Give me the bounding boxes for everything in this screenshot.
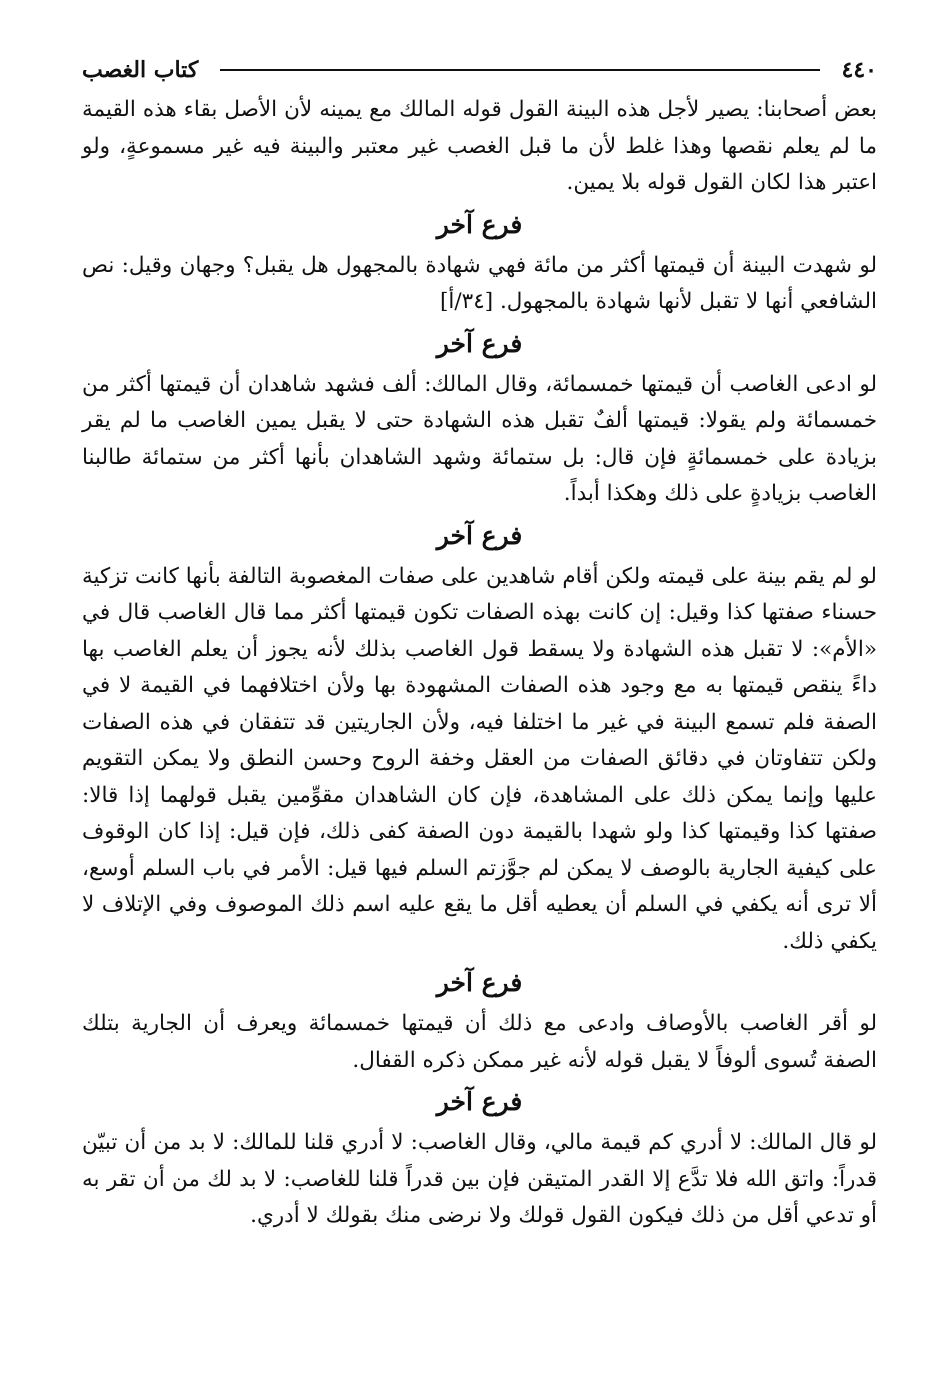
- header-rule: [220, 69, 819, 71]
- intro-paragraph: بعض أصحابنا: يصير لأجل هذه البينة القول قوله المالك مع يمينه لأن الأصل بقاء هذه القيمة ما لم يعلم نقصها وهذا غلط لأن ما قبل الغصب غير معتبر والبينة فيه غير مسموعةٍ، ولو اعتبر هذا لكان القول قوله بلا يمين.: [82, 97, 877, 195]
- section-heading: فرع آخر: [436, 209, 523, 239]
- book-title: كتاب الغصب: [82, 57, 199, 83]
- section-heading: فرع آخر: [436, 1087, 523, 1116]
- section-heading: فرع آخر: [436, 968, 523, 997]
- section-paragraph: لو قال المالك: لا أدري كم قيمة مالي، وقال الغاصب: لا أدري قلنا للمالك: لا بد من أن تبيّن قدراً: واتق الله فلا تدَّع إلا القدر المتيقن فإن بين قدراً قلنا للغاصب: لا بد لك من أن تقر به أو تدعي أقل من ذلك فيكون القول قولك ولا نرضى منك بقولك لا أدري.: [82, 1130, 877, 1228]
- section-paragraph: لو ادعى الغاصب أن قيمتها خمسمائة، وقال المالك: ألف فشهد شاهدان أن قيمتها أكثر من خمسمائة ولم يقولا: قيمتها ألفٌ تقبل هذه الشهادة حتى لا يقبل يمين الغاصب ما لم يقر بزيادة على خمسمائةٍ فإن قال: بل ستمائة وشهد الشاهدان بأنها أكثر من ستمائة طالبنا الغاصب بزيادةٍ على ذلك وهكذا أبداً.: [82, 371, 877, 506]
- page-number: ٤٤٠: [841, 57, 877, 83]
- section-heading: فرع آخر: [436, 520, 523, 550]
- section-heading: فرع آخر: [436, 328, 523, 358]
- section-paragraph: لو شهدت البينة أن قيمتها أكثر من مائة فهي شهادة بالمجهول هل يقبل؟ وجهان وقيل: نص الشافعي أنها لا تقبل لأنها شهادة بالمجهول. [٣٤/أ]: [82, 252, 877, 314]
- section-paragraph: لو لم يقم بينة على قيمته ولكن أقام شاهدين على صفات المغصوبة التالفة بأنها كانت تزكية حسناء صفتها كذا وقيل: إن كانت بهذه الصفات تكون قيمتها أكثر مما قال الغاصب قال في «الأم»: لا تقبل هذه الشهادة ولا يسقط قول الغاصب بذلك لأنه يجوز أن يعلم الغاصب بها داءً ينقص قيمتها به مع وجود هذه الصفات المشهودة بها ولأن اختلافهما في القيمة لا في الصفة فلم تسمع البينة في غير ما اختلفا فيه، ولأن الجاريتين قد تتفقان في هذه الصفات ولكن تتفاوتان في دقائق الصفات من العقل وخفة الروح وحسن النطق ولا يمكن التقويم عليها وإنما يمكن ذلك على المشاهدة، فإن كان الشاهدان مقوِّمين يقبل قولهما إذا قالا: صفتها كذا وقيمتها كذا ولو شهدا بالقيمة دون الصفة كفى ذلك، فإن قيل: إذا كان الوقوف على كيفية الجارية بالوصف لا يمكن لم جوَّزتم السلم فيها قيل: الأمر في باب السلم أوسع، ألا ترى أنه يكفي في السلم أن يعطيه أقل ما يقع عليه اسم ذلك الموصوف وفي الإتلاف لا يكفي ذلك.: [82, 563, 877, 954]
- section-paragraph: لو أقر الغاصب بالأوصاف وادعى مع ذلك أن قيمتها خمسمائة ويعرف أن الجارية بتلك الصفة تُسوى ألوفاً لا يقبل قوله لأنه غير ممكن ذكره القفال.: [82, 1011, 877, 1073]
- running-header: [82, 48, 877, 92]
